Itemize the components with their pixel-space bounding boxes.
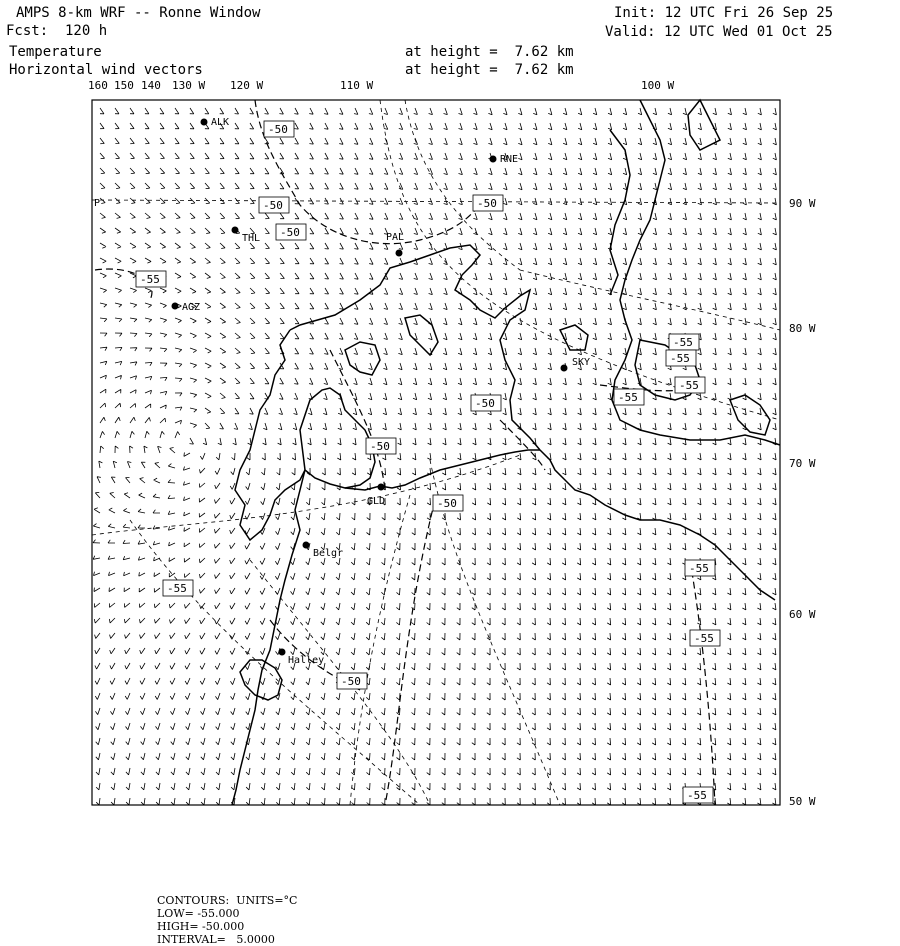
- svg-text:-55: -55: [670, 352, 690, 365]
- station-thl: [232, 227, 261, 245]
- contour-labels: [136, 121, 720, 803]
- svg-text:-50: -50: [280, 226, 300, 239]
- peninsula-inner: [610, 130, 630, 295]
- stations: [172, 117, 591, 666]
- top-axis-label: 100 W: [641, 79, 675, 92]
- station-label: Belgr: [313, 548, 344, 559]
- svg-text:-50: -50: [263, 199, 283, 212]
- top-axis-label: 120 W: [230, 79, 264, 92]
- station-rne: [490, 154, 519, 165]
- contour-label: [136, 271, 166, 287]
- contour-label: [675, 377, 705, 393]
- meridian-line: [92, 200, 780, 203]
- top-axis-label: 130 W: [172, 79, 206, 92]
- graticule: [92, 100, 780, 805]
- svg-text:-55: -55: [140, 273, 160, 286]
- svg-text:-50: -50: [475, 397, 495, 410]
- svg-text:-50: -50: [268, 123, 288, 136]
- field-label-temperature: Temperature: [9, 44, 102, 60]
- right-axis-label: 70 W: [789, 457, 816, 470]
- top-axis-labels: [88, 79, 674, 92]
- svg-text:-55: -55: [689, 562, 709, 575]
- coats-land-ice: [240, 660, 282, 700]
- wind-barbs: [93, 108, 776, 805]
- station-label: GLD: [367, 496, 386, 507]
- station-halley: [279, 649, 325, 667]
- parallel-line: [430, 460, 560, 805]
- station-label: THL: [242, 233, 261, 244]
- right-axis-label: 90 W: [789, 197, 816, 210]
- map-title: AMPS 8-km WRF -- Ronne Window: [16, 5, 261, 21]
- right-axis-label: 80 W: [789, 322, 816, 335]
- contour-label: [264, 121, 294, 137]
- svg-text:-55: -55: [679, 379, 699, 392]
- contour-label: [471, 395, 501, 411]
- contour-label: [690, 630, 720, 646]
- svg-text:-50: -50: [341, 675, 361, 688]
- contour-label: [163, 580, 193, 596]
- svg-text:-50: -50: [437, 497, 457, 510]
- svg-text:-50: -50: [477, 197, 497, 210]
- contour-label: [683, 787, 713, 803]
- contour-label: [259, 197, 289, 213]
- contour-label: [473, 195, 503, 211]
- station-label: RNE: [500, 154, 519, 165]
- svg-text:-50: -50: [370, 440, 390, 453]
- contour-label: [366, 438, 396, 454]
- right-axis-label: 50 W: [789, 795, 816, 808]
- svg-text:-55: -55: [618, 391, 638, 404]
- contour-line: [385, 500, 435, 805]
- coastline-east: [540, 450, 775, 600]
- meridian-line: [380, 100, 780, 420]
- station-label: SKY: [572, 357, 591, 368]
- ice-shelf-front: [290, 245, 540, 450]
- station-label: PAL: [386, 232, 405, 243]
- station-belgr: [303, 542, 344, 560]
- contour-label: [276, 224, 306, 240]
- height-label-wind: at height = 7.62 km: [405, 62, 574, 78]
- contour-low: LOW= -55.000: [157, 907, 240, 920]
- contour-high: HIGH= -50.000: [157, 920, 245, 933]
- top-axis-label: 140: [141, 79, 161, 92]
- parallel-line: [350, 495, 410, 805]
- contour-label: [337, 673, 367, 689]
- pole-label: P: [94, 198, 101, 209]
- island-small: [345, 342, 380, 375]
- init-time: Init: 12 UTC Fri 26 Sep 25: [614, 5, 834, 21]
- top-axis-label: 160: [88, 79, 108, 92]
- island-small: [405, 315, 438, 355]
- wind-vector-field: [93, 108, 776, 805]
- contour-label: [433, 495, 463, 511]
- contour-label: [685, 560, 715, 576]
- right-axis-labels: [789, 197, 816, 808]
- contour-units: CONTOURS: UNITS=°C: [157, 894, 298, 907]
- top-axis-label: 110 W: [340, 79, 374, 92]
- map-frame: [92, 100, 780, 805]
- right-axis-label: 60 W: [789, 608, 816, 621]
- station-label: AGZ: [182, 302, 201, 313]
- forecast-hour: Fcst: 120 h: [6, 23, 108, 39]
- parallel-line: [130, 520, 420, 805]
- top-axis-label: 150: [114, 79, 134, 92]
- coastline-west: [235, 330, 305, 540]
- station-label: ALK: [211, 117, 230, 128]
- contour-line: [690, 560, 715, 805]
- svg-text:-55: -55: [687, 789, 707, 802]
- valid-time: Valid: 12 UTC Wed 01 Oct 25: [605, 24, 833, 40]
- parallel-line: [405, 100, 520, 270]
- contour-label: [614, 389, 644, 405]
- height-label-temperature: at height = 7.62 km: [405, 44, 574, 60]
- field-label-wind: Horizontal wind vectors: [9, 62, 203, 78]
- station-alk: [201, 117, 230, 128]
- island-small: [560, 325, 588, 350]
- svg-text:-55: -55: [167, 582, 187, 595]
- coastlines: [232, 100, 780, 805]
- svg-text:-55: -55: [673, 336, 693, 349]
- eastern-coast-fragments: [730, 395, 770, 435]
- meridian-line: [520, 270, 780, 330]
- station-label: Halley: [288, 655, 325, 666]
- contour-interval: INTERVAL= 5.0000: [157, 933, 275, 946]
- contour-label: [669, 334, 699, 350]
- contour-label: [666, 350, 696, 366]
- contour-legend: [150, 881, 311, 946]
- contour-line: [500, 420, 545, 470]
- svg-text:-55: -55: [694, 632, 714, 645]
- station-agz: [172, 302, 201, 313]
